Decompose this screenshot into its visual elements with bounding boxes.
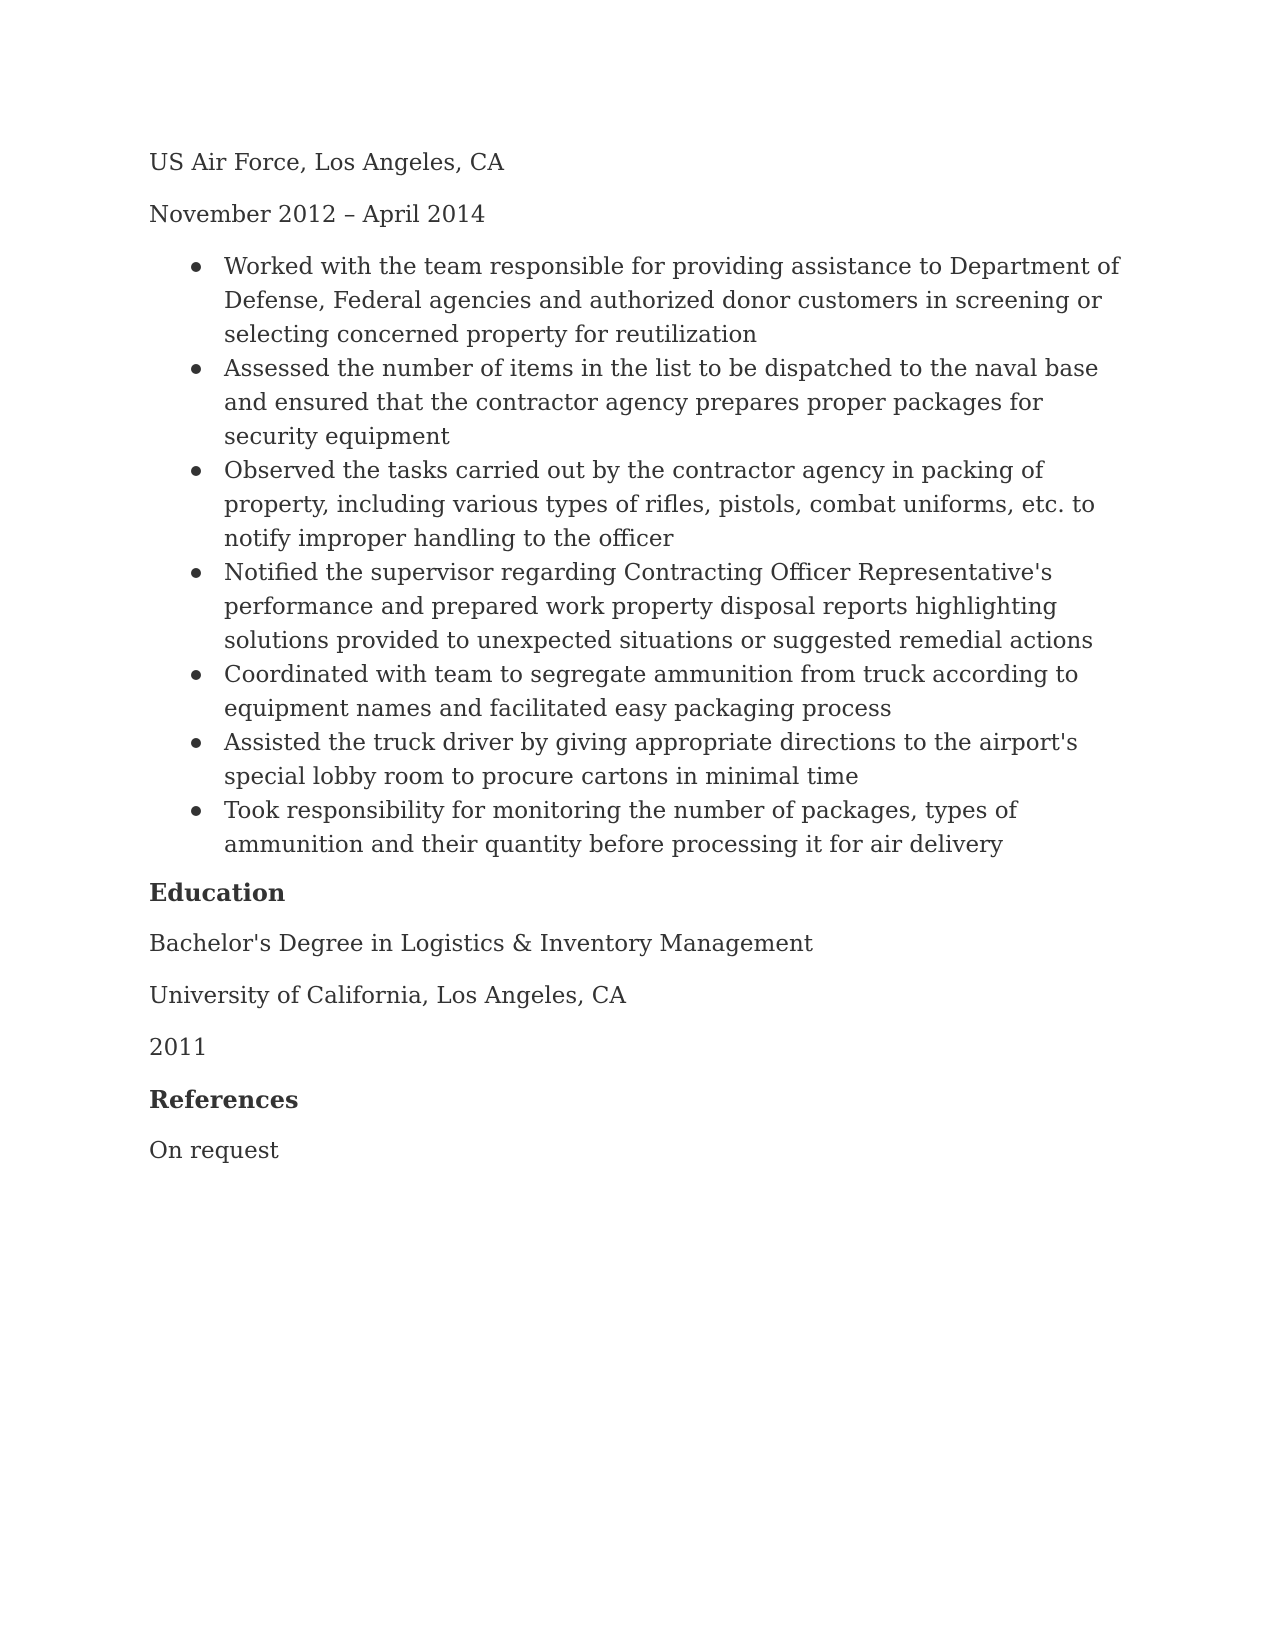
references-heading: References — [149, 1085, 299, 1114]
experience-location: US Air Force, Los Angeles, CA — [149, 150, 504, 176]
bullet-text: Coordinated with team to segregate ammunition from truck according to equipment names and facilitated easy packaging process — [224, 662, 1079, 722]
bullet-icon — [191, 568, 201, 578]
references-text: On request — [149, 1138, 279, 1164]
bullet-icon — [191, 262, 201, 272]
education-heading: Education — [149, 878, 286, 907]
education-school: University of California, Los Angeles, CA — [149, 983, 627, 1009]
list-item — [149, 250, 1129, 352]
bullet-text: Worked with the team responsible for providing assistance to Department of Defense, Federal agencies and authorized donor customers in screening or selecting concerned property for reutilization — [224, 254, 1120, 348]
experience-dates: November 2012 – April 2014 — [149, 202, 486, 228]
bullet-icon — [191, 806, 201, 816]
education-degree: Bachelor's Degree in Logistics & Inventory Management — [149, 931, 814, 957]
bullet-text: Took responsibility for monitoring the number of packages, types of ammunition and their quantity before processing it for air delivery — [224, 798, 1018, 858]
experience-bullet-list — [149, 250, 1129, 862]
bullet-text: Assessed the number of items in the list to be dispatched to the naval base and ensured that the contractor agency prepares proper packages for security equipment — [224, 356, 1099, 450]
list-item — [149, 556, 1129, 658]
list-item — [149, 658, 1129, 726]
bullet-icon — [191, 670, 201, 680]
bullet-icon — [191, 364, 201, 374]
list-item — [149, 352, 1129, 454]
bullet-text: Observed the tasks carried out by the contractor agency in packing of property, including various types of rifles, pistols, combat uniforms, etc. to notify improper handling to the officer — [224, 458, 1096, 552]
bullet-text: Assisted the truck driver by giving appropriate directions to the airport's special lobby room to procure cartons in minimal time — [224, 730, 1078, 790]
bullet-text: Notified the supervisor regarding Contracting Officer Representative's performance and prepared work property disposal reports highlighting solutions provided to unexpected situations or suggested remedial actions — [224, 560, 1094, 654]
bullet-icon — [191, 466, 201, 476]
list-item — [149, 794, 1129, 862]
list-item — [149, 726, 1129, 794]
bullet-icon — [191, 738, 201, 748]
education-year: 2011 — [149, 1035, 208, 1061]
list-item — [149, 454, 1129, 556]
resume-content — [149, 146, 1129, 1186]
